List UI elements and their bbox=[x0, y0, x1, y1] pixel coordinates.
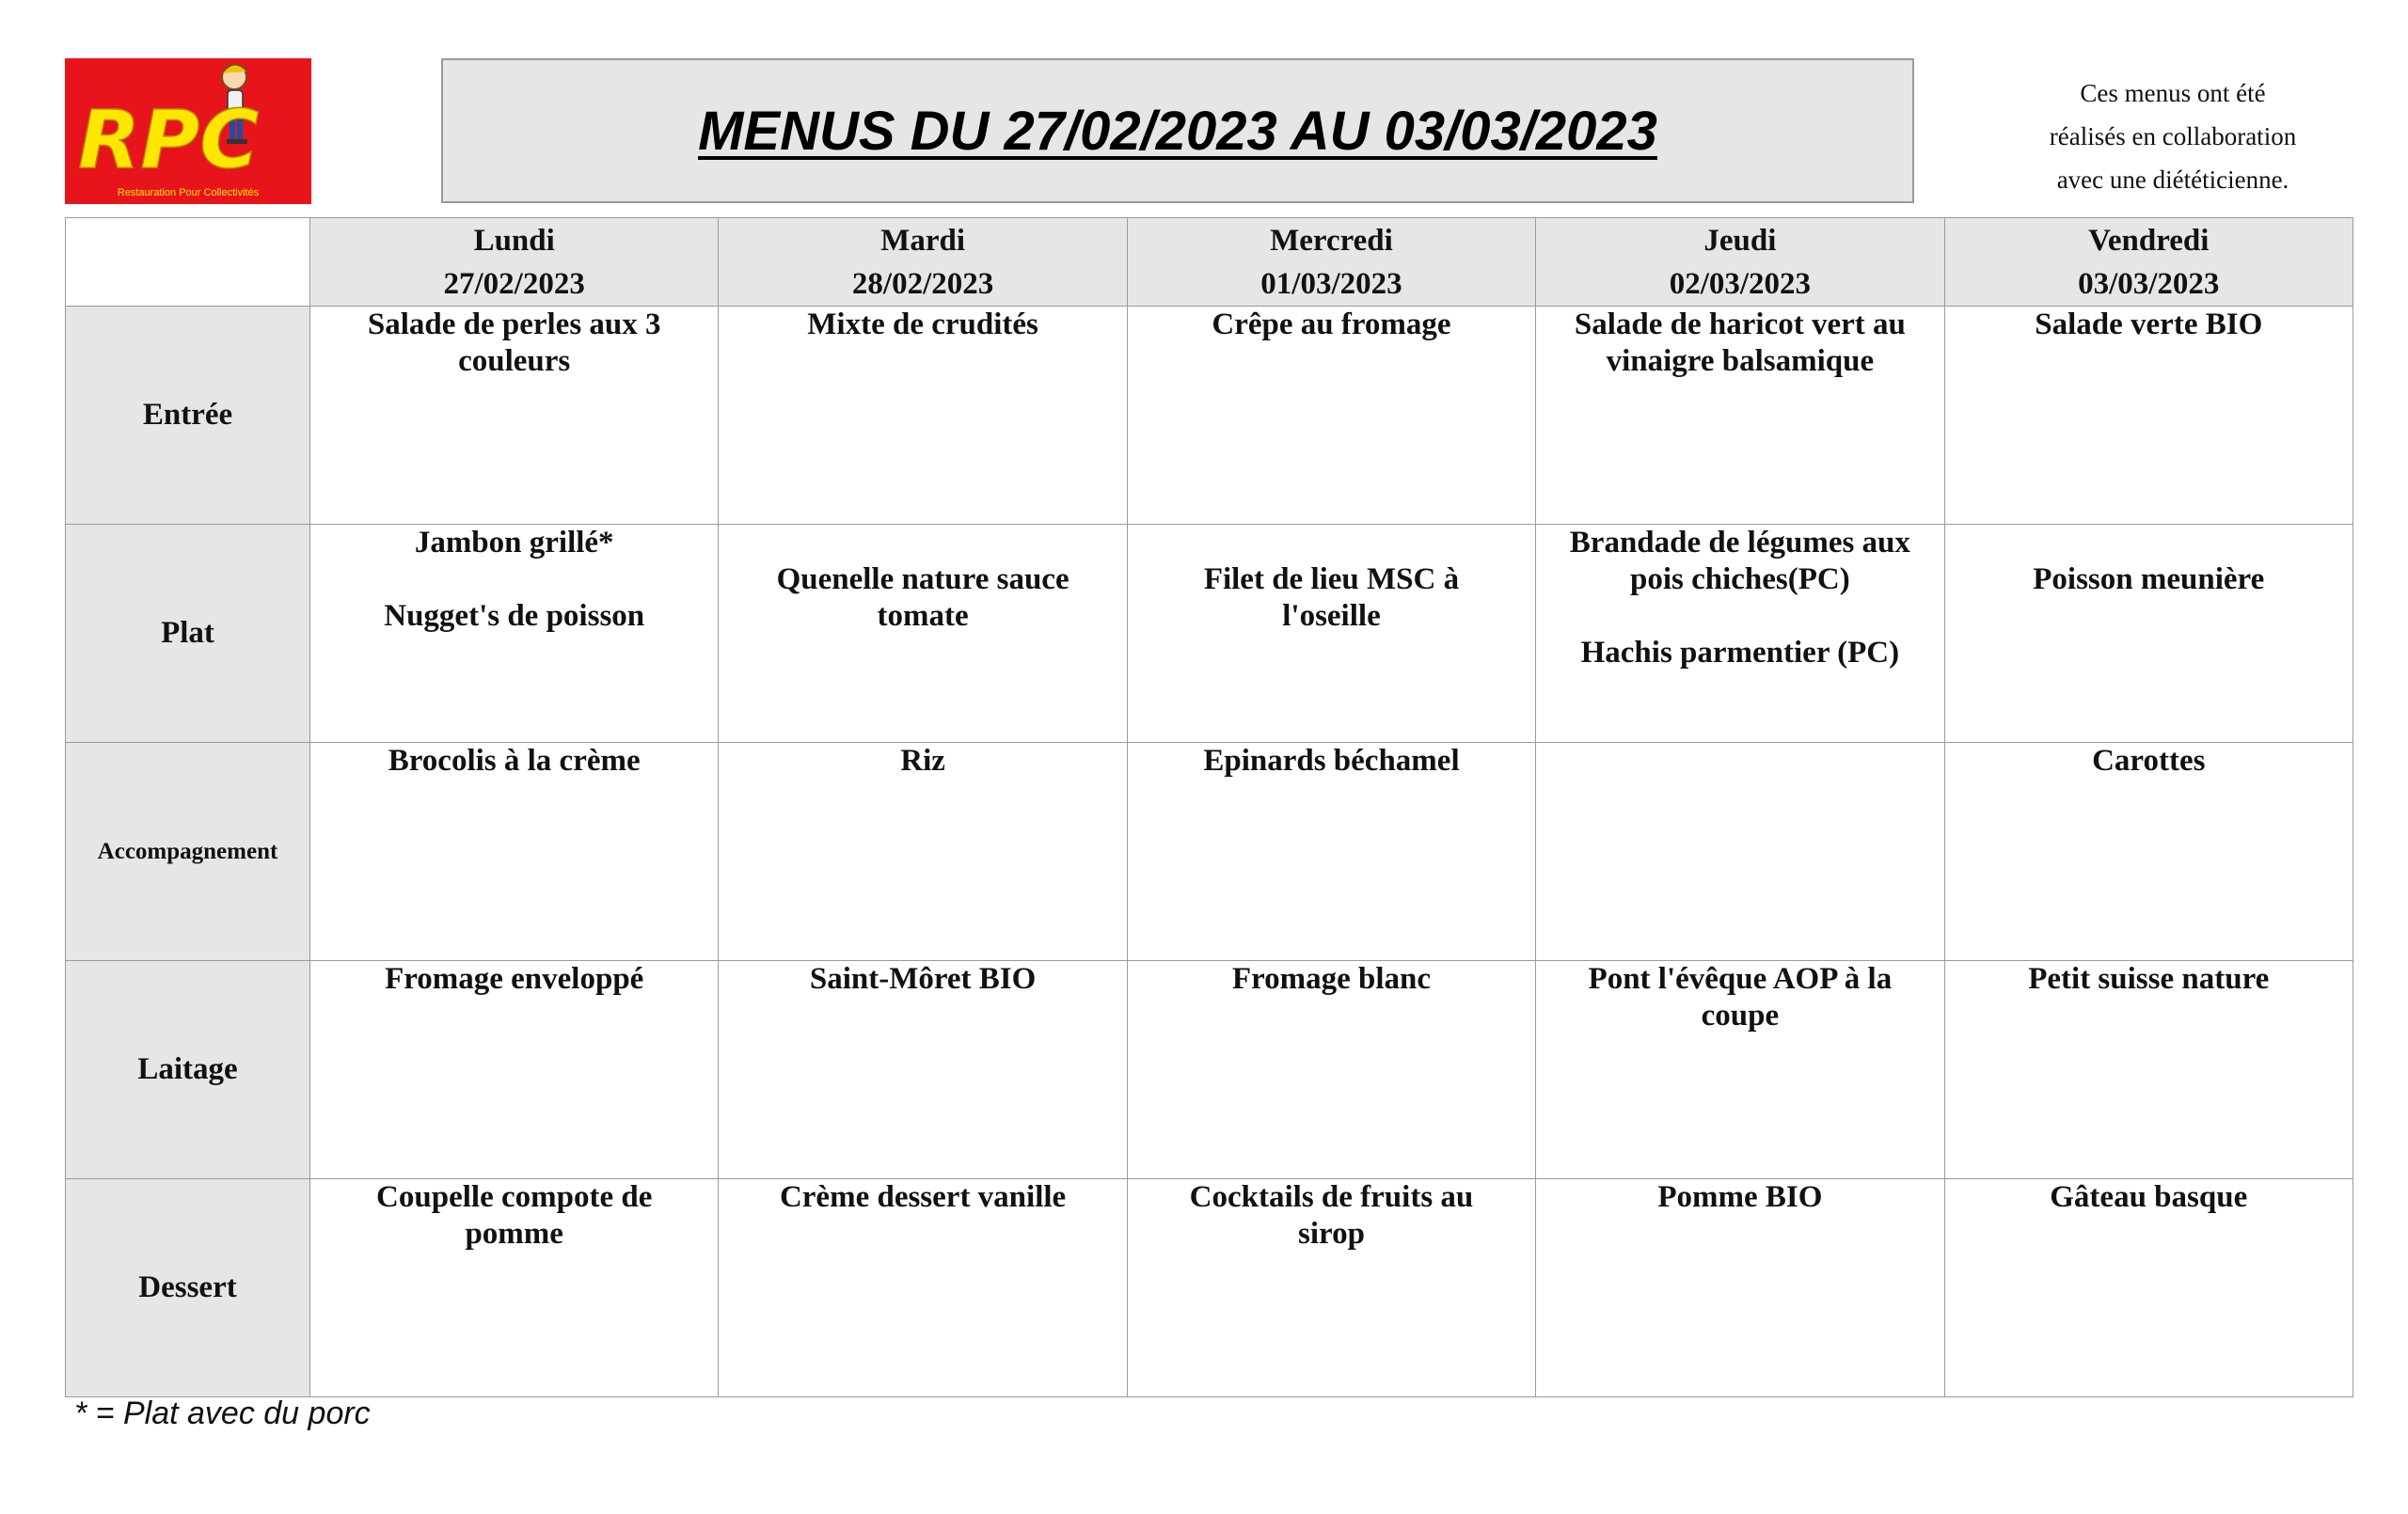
corner-cell bbox=[66, 218, 310, 307]
menu-cell bbox=[1944, 525, 2353, 743]
day-header bbox=[719, 218, 1127, 307]
line-gap bbox=[1545, 598, 1934, 635]
dish-line: Fromage blanc bbox=[1231, 962, 1432, 996]
row-label: Entrée bbox=[66, 307, 310, 525]
menu-cell bbox=[1127, 1179, 1535, 1397]
logo-subtitle: Restauration Pour Collectivités bbox=[117, 187, 260, 198]
day-date: 03/03/2023 bbox=[2078, 266, 2220, 301]
menu-cell bbox=[310, 307, 719, 525]
menu-cell bbox=[310, 961, 719, 1179]
menu-cell bbox=[1536, 1179, 1944, 1397]
row-label: Plat bbox=[66, 525, 310, 743]
line-gap bbox=[1955, 525, 2343, 561]
day-header-row bbox=[66, 218, 2353, 307]
menu-cell bbox=[1127, 743, 1535, 961]
dish-line: Carottes bbox=[2092, 744, 2206, 778]
menu-cell bbox=[310, 525, 719, 743]
dish-line: Crêpe au fromage bbox=[1212, 308, 1451, 341]
menu-cell bbox=[1127, 525, 1535, 743]
menu-cell bbox=[719, 525, 1127, 743]
menu-cell bbox=[1944, 961, 2353, 1179]
dish-line: Gâteau basque bbox=[2050, 1180, 2248, 1214]
menu-table bbox=[65, 217, 2353, 1397]
dish-line: Quenelle nature sauce bbox=[776, 562, 1069, 596]
day-header bbox=[1944, 218, 2353, 307]
page-title: MENUS DU 27/02/2023 AU 03/03/2023 bbox=[698, 100, 1657, 162]
day-name: Mardi bbox=[880, 223, 965, 258]
dish-line: Brandade de légumes aux bbox=[1569, 526, 1910, 560]
day-header bbox=[1127, 218, 1535, 307]
dish-line: Jambon grillé* bbox=[414, 526, 614, 560]
day-name: Jeudi bbox=[1703, 223, 1777, 258]
pork-footnote: * = Plat avec du porc bbox=[74, 1396, 371, 1431]
menu-cell bbox=[1536, 961, 1944, 1179]
dish-line: l'oseille bbox=[1282, 599, 1381, 633]
dish-line: Pomme BIO bbox=[1657, 1180, 1823, 1214]
dish-line: Nugget's de poisson bbox=[384, 599, 645, 633]
menu-row-entree bbox=[66, 307, 2353, 525]
menu-cell bbox=[1127, 307, 1535, 525]
row-label: Laitage bbox=[66, 961, 310, 1179]
day-header bbox=[310, 218, 719, 307]
dish-line: Petit suisse nature bbox=[2028, 962, 2270, 996]
dish-line: Fromage enveloppé bbox=[385, 962, 644, 996]
menu-row-laitage bbox=[66, 961, 2353, 1179]
menu-cell bbox=[719, 743, 1127, 961]
dish-line: coupe bbox=[1701, 999, 1780, 1033]
menu-cell bbox=[1944, 743, 2353, 961]
day-name: Vendredi bbox=[2088, 223, 2210, 258]
day-name: Mercredi bbox=[1270, 223, 1393, 258]
dish-line: Crème dessert vanille bbox=[779, 1180, 1067, 1214]
dish-line: Poisson meunière bbox=[2033, 562, 2265, 596]
line-gap bbox=[1137, 525, 1526, 561]
dish-line: Pont l'évêque AOP à la bbox=[1588, 962, 1893, 996]
note-line: Ces menus ont été bbox=[2080, 79, 2266, 107]
menu-row-dessert bbox=[66, 1179, 2353, 1397]
dish-line: Filet de lieu MSC à bbox=[1203, 562, 1460, 596]
menu-row-accompagnement bbox=[66, 743, 2353, 961]
dish-line: Riz bbox=[900, 744, 945, 778]
menu-cell bbox=[1127, 961, 1535, 1179]
dish-line: pomme bbox=[465, 1217, 563, 1251]
menu-cell bbox=[719, 307, 1127, 525]
menu-cell bbox=[719, 961, 1127, 1179]
day-date: 27/02/2023 bbox=[443, 266, 585, 301]
dish-line: Brocolis à la crème bbox=[388, 744, 641, 778]
dish-line: Salade verte BIO bbox=[2035, 308, 2263, 341]
menu-cell bbox=[719, 1179, 1127, 1397]
dish-line: couleurs bbox=[458, 344, 571, 378]
day-date: 28/02/2023 bbox=[851, 266, 994, 301]
dish-line: Salade de perles aux 3 bbox=[367, 308, 661, 341]
menu-cell bbox=[310, 743, 719, 961]
dish-line: Mixte de crudités bbox=[807, 308, 1038, 341]
day-date: 02/03/2023 bbox=[1669, 266, 1812, 301]
row-label: Accompagnement bbox=[66, 743, 310, 961]
dish-line: Hachis parmentier (PC) bbox=[1580, 636, 1900, 670]
menu-cell-empty bbox=[1536, 743, 1944, 961]
note-line: avec une diététicienne. bbox=[2056, 166, 2289, 194]
dish-line: sirop bbox=[1298, 1217, 1365, 1251]
dish-line: vinaigre balsamique bbox=[1606, 344, 1875, 378]
logo-text: RPC bbox=[78, 93, 260, 187]
day-header bbox=[1536, 218, 1944, 307]
day-name: Lundi bbox=[473, 223, 555, 258]
dish-line: Cocktails de fruits au bbox=[1189, 1180, 1474, 1214]
title-box bbox=[441, 58, 1914, 203]
menu-row-plat bbox=[66, 525, 2353, 743]
note-line: réalisés en collaboration bbox=[2049, 122, 2297, 150]
dish-line: Coupelle compote de bbox=[376, 1180, 653, 1214]
dietitian-note bbox=[1966, 71, 2380, 201]
dish-line: Salade de haricot vert au bbox=[1574, 308, 1906, 341]
line-gap bbox=[320, 561, 708, 598]
day-date: 01/03/2023 bbox=[1260, 266, 1402, 301]
line-gap bbox=[728, 525, 1117, 561]
menu-cell bbox=[310, 1179, 719, 1397]
menu-cell bbox=[1944, 307, 2353, 525]
dish-line: tomate bbox=[877, 599, 969, 633]
rpc-logo bbox=[65, 58, 311, 204]
rpc-logo-graphic bbox=[65, 58, 311, 204]
menu-cell bbox=[1944, 1179, 2353, 1397]
row-label: Dessert bbox=[66, 1179, 310, 1397]
menu-cell bbox=[1536, 525, 1944, 743]
dish-line: pois chiches(PC) bbox=[1629, 562, 1850, 596]
dish-line: Saint-Môret BIO bbox=[809, 962, 1037, 996]
menu-cell bbox=[1536, 307, 1944, 525]
dish-line: Epinards béchamel bbox=[1203, 744, 1460, 778]
